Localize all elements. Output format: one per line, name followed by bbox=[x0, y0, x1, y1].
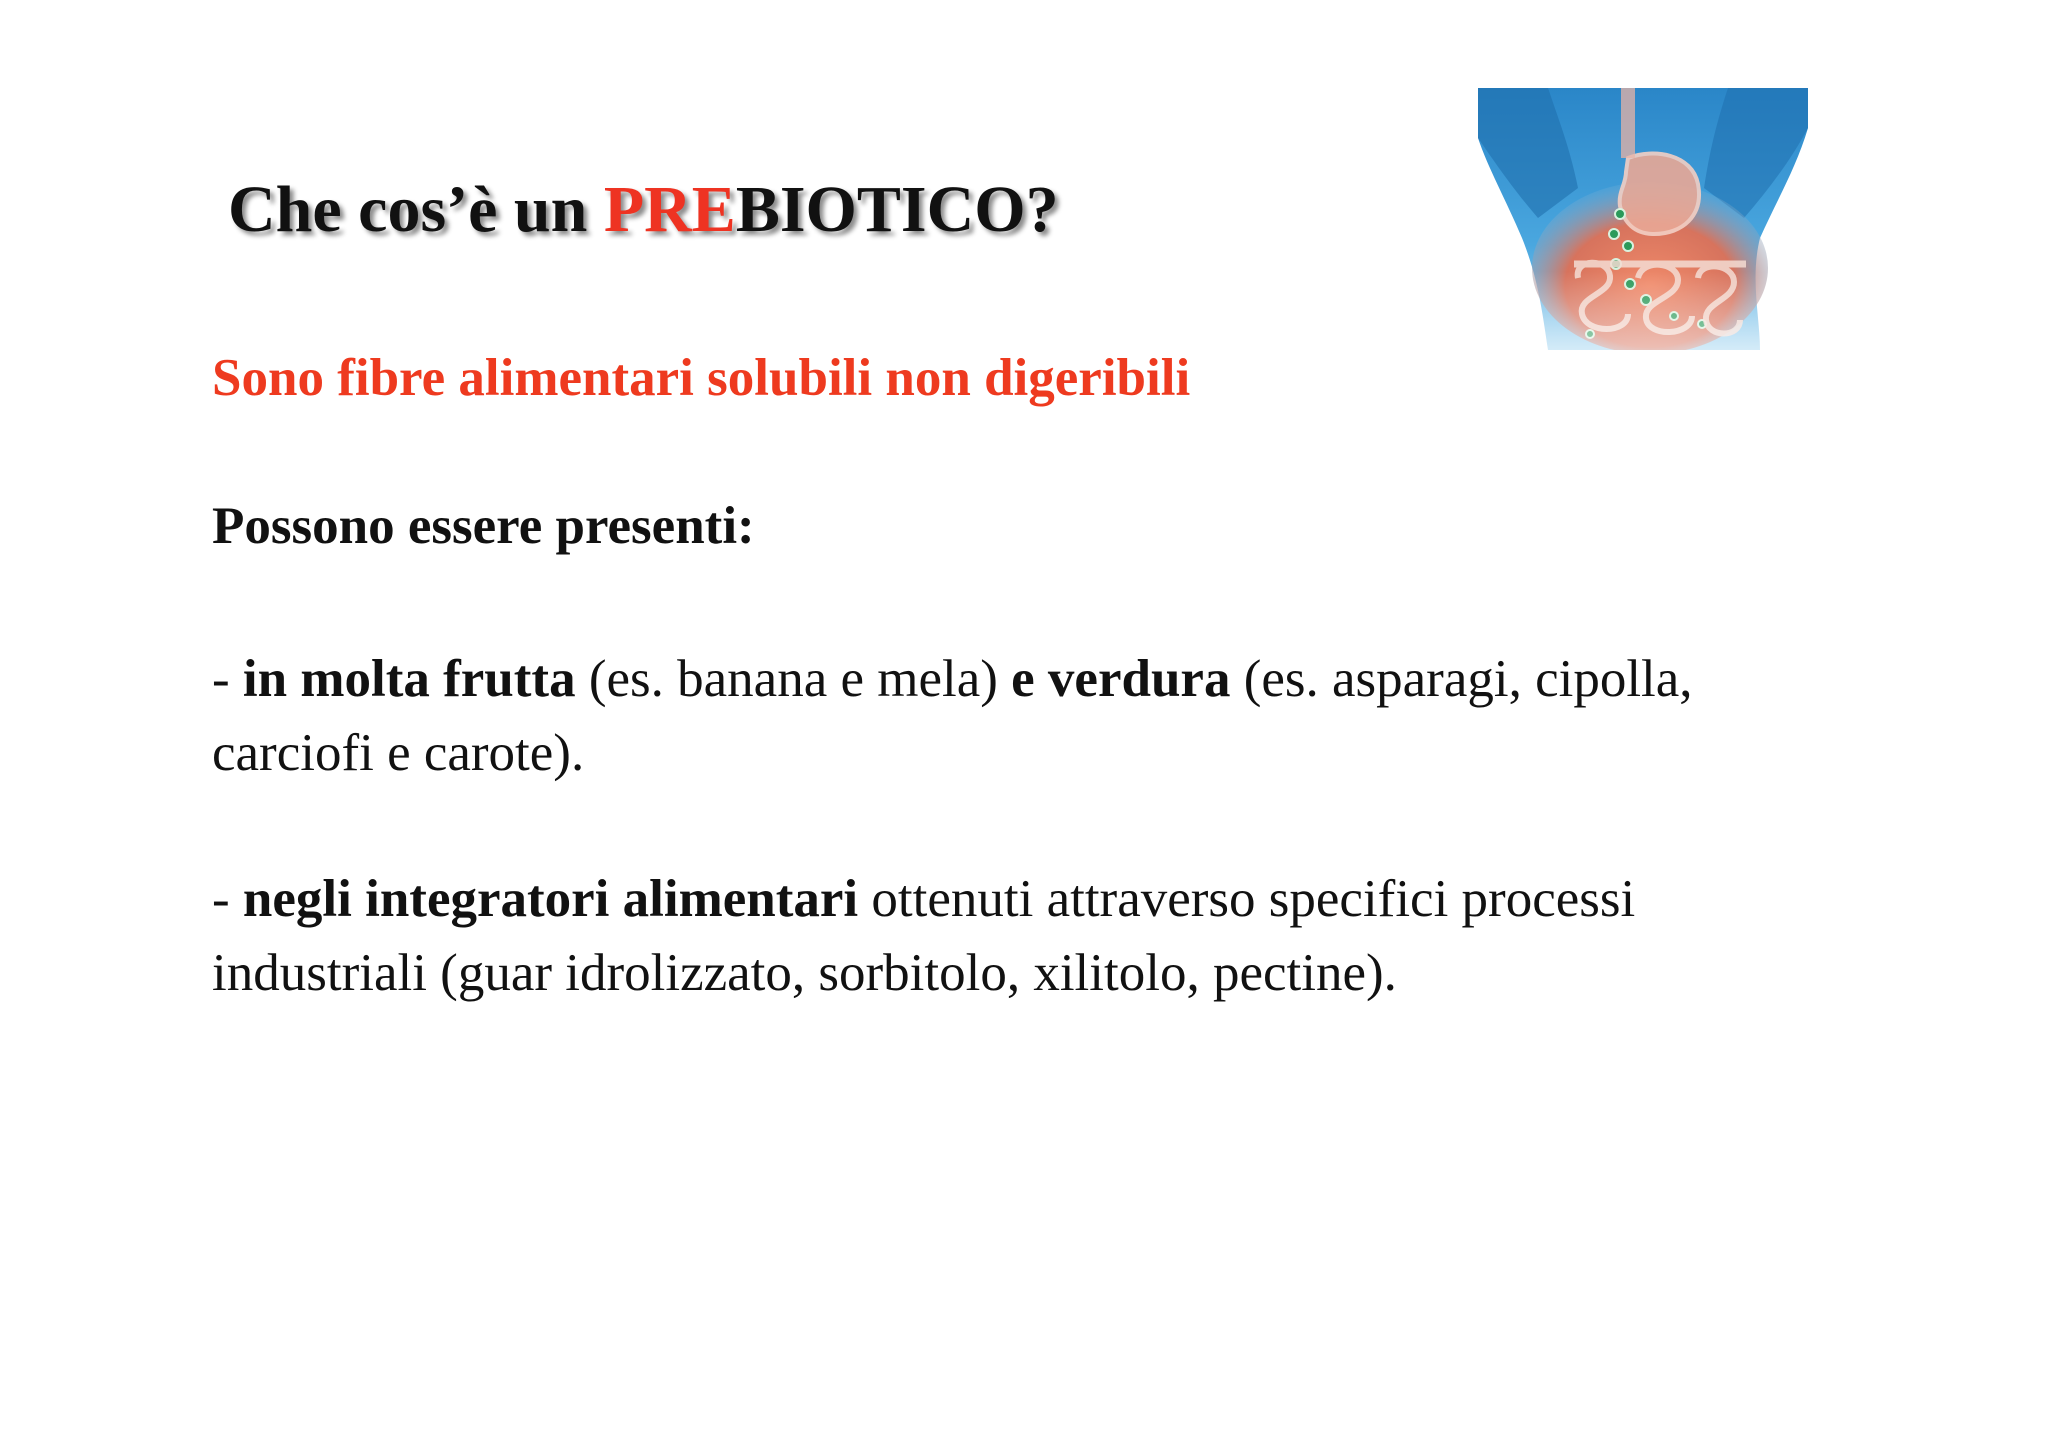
item-text-vegetable-examples: (es. asparagi, cipolla, carciofi e carote). bbox=[212, 650, 1693, 782]
list-item-fruit-vegetables bbox=[212, 642, 1852, 790]
title-suffix: BIOTICO? bbox=[735, 173, 1059, 246]
item-dash: - bbox=[212, 870, 243, 928]
item-text-supplements: ottenuti attraverso specifici processi industriali (guar idrolizzato, sorbitolo, xilitolo, pectine). bbox=[212, 870, 1636, 1002]
item-dash: - bbox=[212, 650, 243, 708]
item-bold-supplements: negli integratori alimentari bbox=[242, 870, 859, 928]
list-item-supplements bbox=[212, 862, 1852, 1010]
title-prefix: Che cos’è un bbox=[228, 173, 604, 246]
definition-text: Sono fibre alimentari solubili non digeribili bbox=[212, 349, 1191, 407]
item-bold-vegetables: e verdura bbox=[1011, 650, 1231, 708]
item-text-fruit-examples: (es. banana e mela) bbox=[575, 650, 1012, 708]
section-heading: Possono essere presenti: bbox=[212, 497, 755, 555]
title-highlight: PRE bbox=[603, 173, 736, 246]
item-bold-fruit: in molta frutta bbox=[242, 650, 576, 708]
digestive-system-illustration bbox=[1478, 88, 1808, 350]
slide-title bbox=[228, 172, 1059, 248]
